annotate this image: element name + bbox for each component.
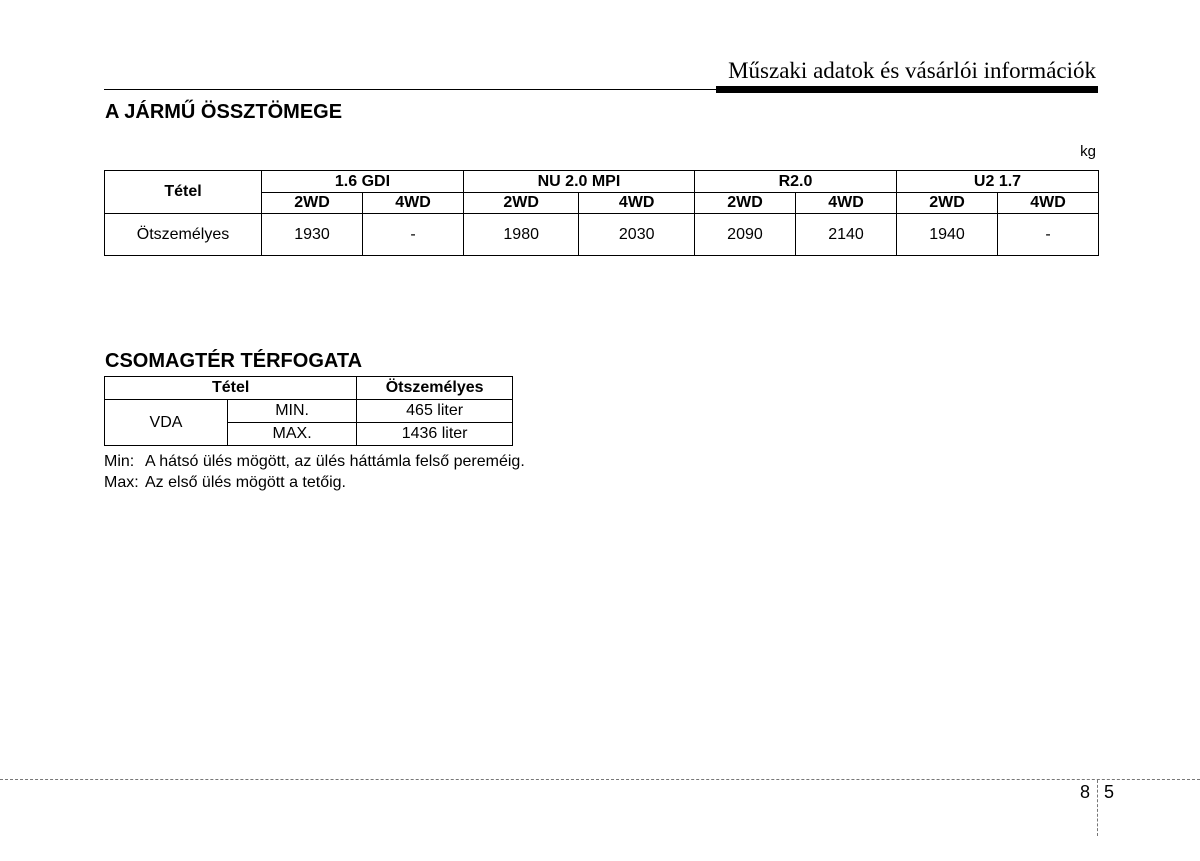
- mass-value: 2140: [795, 214, 896, 256]
- engine-header: U2 1.7: [897, 171, 1099, 193]
- mass-item-header: Tétel: [105, 171, 262, 214]
- row-label: Ötszemélyes: [105, 214, 262, 256]
- engine-header: R2.0: [694, 171, 896, 193]
- table-row: [105, 214, 1099, 256]
- mass-value: 1930: [262, 214, 363, 256]
- chapter-number: 8: [1080, 782, 1091, 802]
- trunk-item-header: Tétel: [105, 377, 357, 400]
- footer-dashed-rule: [0, 779, 1200, 780]
- mass-value: -: [363, 214, 464, 256]
- header-thick-bar: [716, 86, 1098, 93]
- mass-section-title: A JÁRMŰ ÖSSZTÖMEGE: [105, 101, 343, 123]
- trunk-table: [104, 376, 513, 446]
- mass-table-engine-row: [105, 171, 1099, 193]
- mass-value: 2030: [579, 214, 695, 256]
- trunk-max-value: 1436 liter: [357, 423, 513, 446]
- drive-header: 4WD: [579, 193, 695, 214]
- trunk-section-title: CSOMAGTÉR TÉRFOGATA: [105, 350, 363, 372]
- mass-value: 2090: [694, 214, 795, 256]
- page-header-title: Műszaki adatok és vásárlói információk: [728, 58, 1096, 83]
- drive-header: 4WD: [998, 193, 1099, 214]
- drive-header: 2WD: [694, 193, 795, 214]
- trunk-min-label: MIN.: [228, 400, 357, 423]
- trunk-notes: [104, 451, 525, 493]
- drive-header: 2WD: [262, 193, 363, 214]
- mass-value: 1940: [897, 214, 998, 256]
- drive-header: 4WD: [363, 193, 464, 214]
- engine-header: 1.6 GDI: [262, 171, 464, 193]
- page-number: 5: [1104, 782, 1115, 802]
- table-row: [105, 400, 513, 423]
- mass-value: 1980: [463, 214, 579, 256]
- trunk-max-label: MAX.: [228, 423, 357, 446]
- trunk-col-header: Ötszemélyes: [357, 377, 513, 400]
- engine-header: NU 2.0 MPI: [463, 171, 694, 193]
- drive-header: 2WD: [897, 193, 998, 214]
- footer-page-separator: [1097, 780, 1098, 836]
- drive-header: 2WD: [463, 193, 579, 214]
- note-text: Az első ülés mögött a tetőig.: [145, 474, 346, 491]
- note-min: [104, 451, 525, 472]
- drive-header: 4WD: [795, 193, 896, 214]
- trunk-min-value: 465 liter: [357, 400, 513, 423]
- trunk-header-row: [105, 377, 513, 400]
- mass-unit-label: kg: [1080, 143, 1096, 160]
- trunk-row-label: VDA: [105, 400, 228, 446]
- mass-table: [104, 170, 1099, 256]
- note-label: Min:: [104, 453, 135, 470]
- note-label: Max:: [104, 474, 139, 491]
- note-text: A hátsó ülés mögött, az ülés háttámla felső pereméig.: [145, 453, 525, 470]
- note-max: [104, 472, 525, 493]
- mass-value: -: [998, 214, 1099, 256]
